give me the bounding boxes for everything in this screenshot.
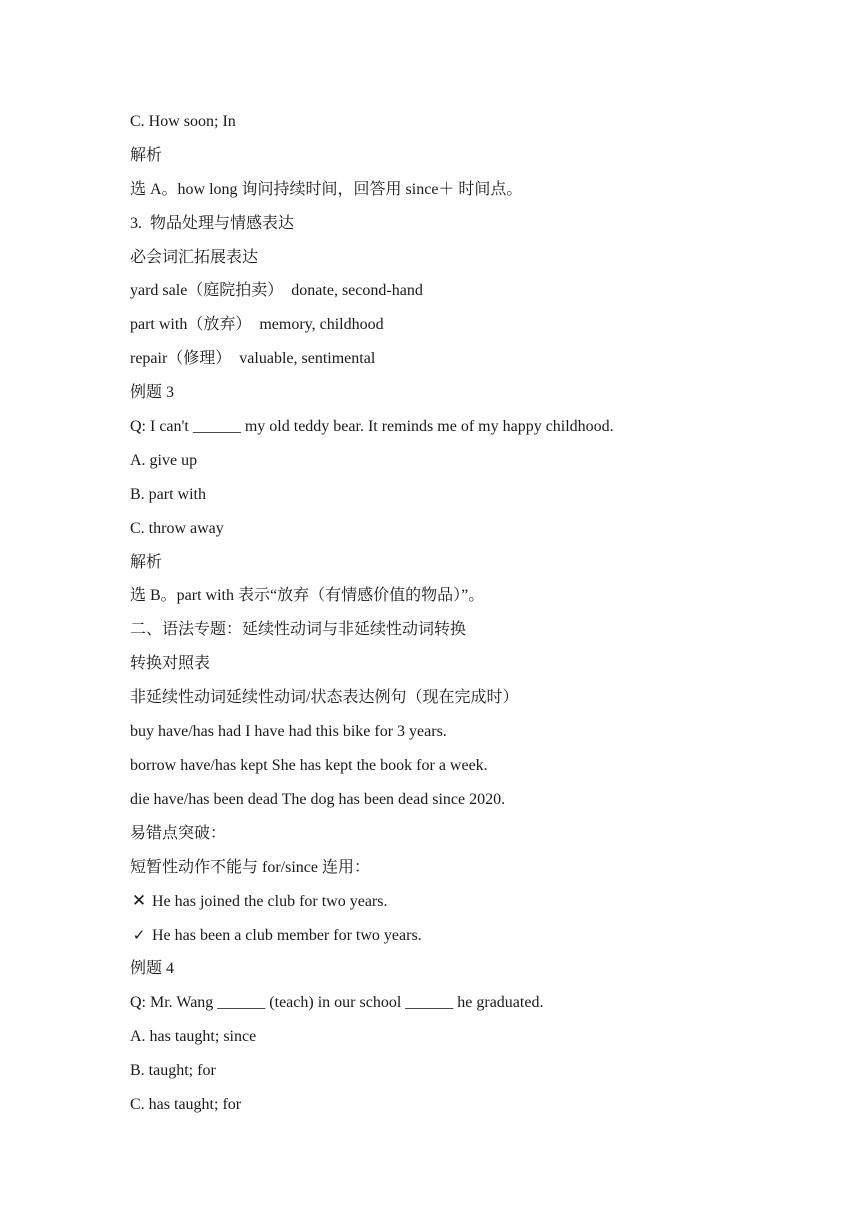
table-heading: 转换对照表 [130, 655, 211, 673]
wrong-example-text: He has joined the club for two years. [152, 893, 388, 911]
analysis-text: 选 B。part with 表示“放弃（有情感价值的物品）”。 [130, 587, 485, 605]
option-c-line: C. has taught; for [130, 1095, 242, 1113]
grammar-section-heading: 二、语法专题：延续性动词与非延续性动词转换 [130, 621, 467, 639]
example-heading: 例题 4 [130, 960, 175, 978]
option-a-line: A. has taught; since [130, 1028, 257, 1046]
section-heading: 3. 物品处理与情感表达 [130, 214, 295, 232]
option-a-line: A. give up [130, 451, 198, 469]
check-mark-icon: ✓ [132, 926, 146, 945]
table-row: borrow have/has kept She has kept the book for a week. [130, 756, 488, 774]
analysis-text: 选 A。how long 询问持续时间，回答用 since＋ 时间点。 [130, 180, 523, 198]
table-row: buy have/has had I have had this bike for 3 years. [130, 723, 447, 741]
right-example-line [130, 923, 770, 957]
document-page [130, 110, 770, 1127]
wrong-example-line [130, 889, 770, 923]
pitfall-heading: 易错点突破： [130, 824, 227, 842]
option-b-line: B. part with [130, 485, 206, 503]
example-heading: 例题 3 [130, 384, 175, 402]
option-c-line: C. throw away [130, 519, 224, 537]
vocab-heading: 必会词汇拓展表达 [130, 248, 259, 266]
option-b-line: B. taught; for [130, 1061, 216, 1079]
question-line: Q: Mr. Wang ______ (teach) in our school ______ he graduated. [130, 994, 544, 1012]
table-header-row: 非延续性动词延续性动词/状态表达例句（现在完成时） [130, 689, 519, 707]
cross-mark-icon: ✕ [131, 891, 147, 912]
vocab-line: repair（修理） valuable, sentimental [130, 350, 376, 368]
right-example-text: He has been a club member for two years. [152, 927, 422, 945]
pitfall-rule: 短暂性动作不能与 for/since 连用： [130, 858, 370, 876]
option-c-line: C. How soon; In [130, 113, 236, 130]
vocab-line: yard sale（庭院拍卖） donate, second-hand [130, 282, 423, 300]
table-row: die have/has been dead The dog has been dead since 2020. [130, 790, 506, 808]
analysis-heading: 解析 [130, 553, 163, 571]
analysis-heading: 解析 [130, 146, 163, 164]
question-line: Q: I can't ______ my old teddy bear. It reminds me of my happy childhood. [130, 418, 614, 436]
vocab-line: part with（放弃） memory, childhood [130, 316, 384, 334]
